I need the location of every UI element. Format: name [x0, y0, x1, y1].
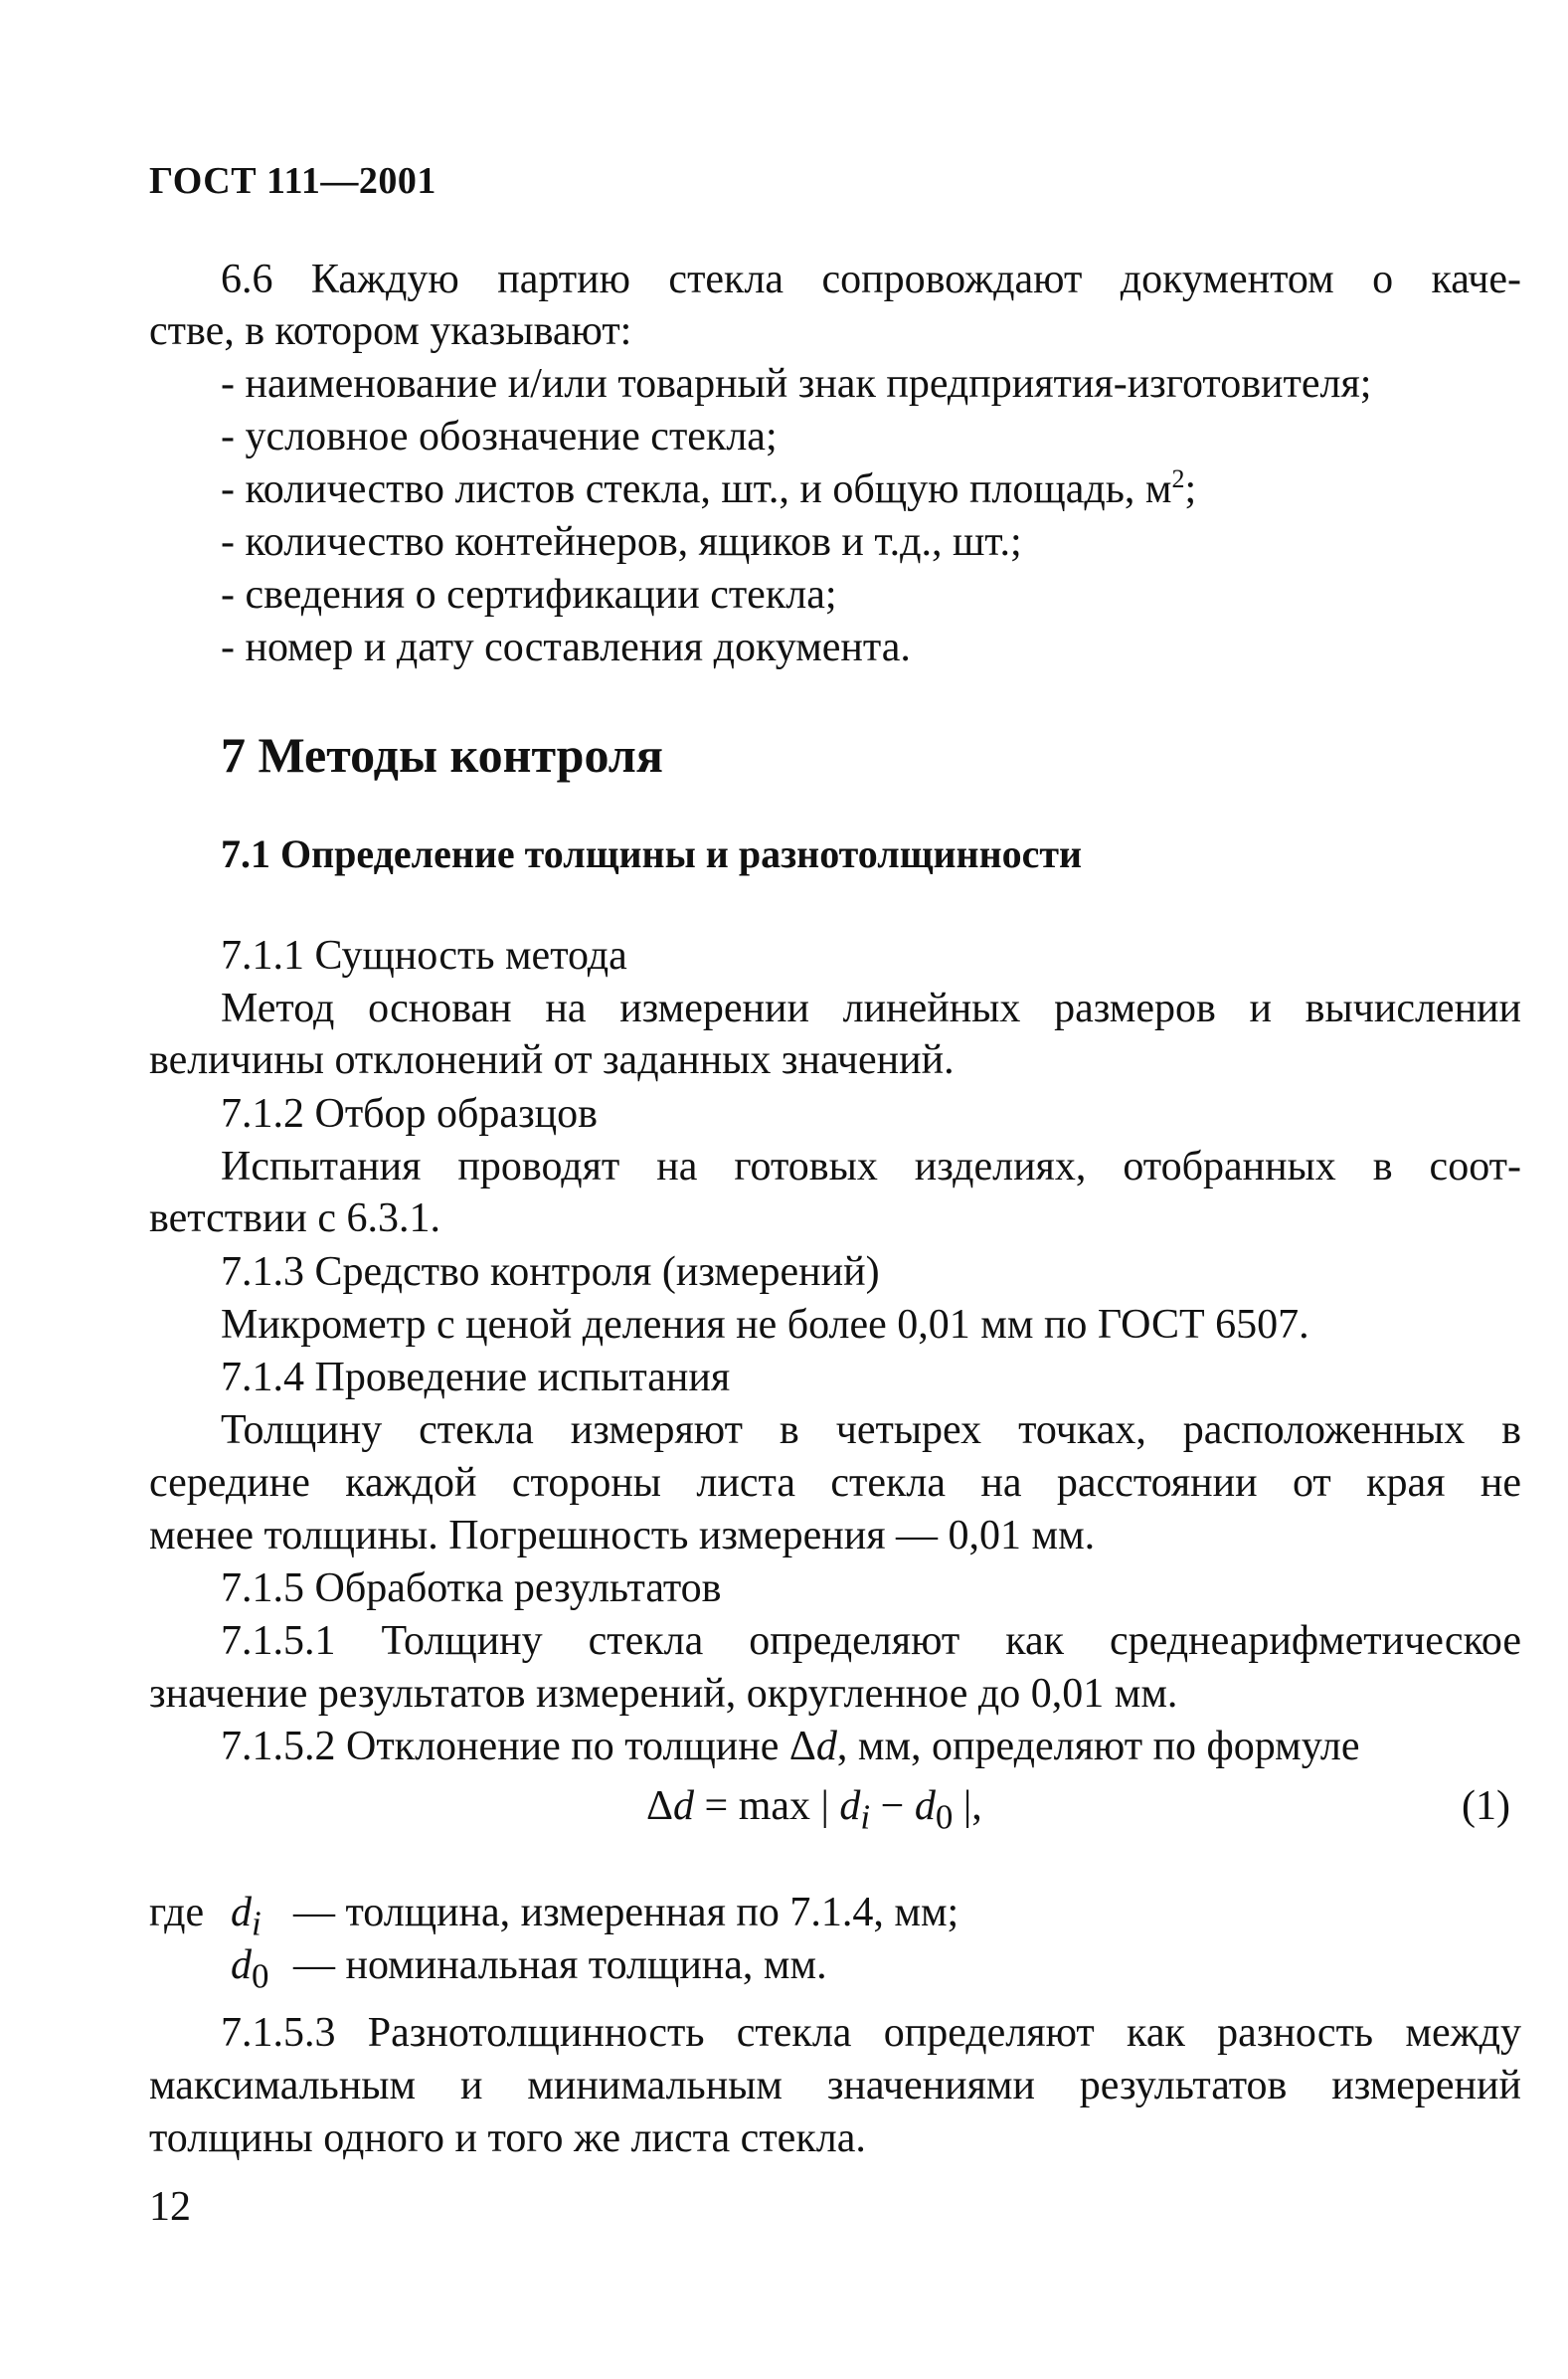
paragraph-line: величины отклонений от заданных значений.	[149, 1037, 955, 1083]
paragraph-line: 7.1.5.1 Толщину стекла определяют как среднеарифметическое	[221, 1618, 1521, 1664]
list-item: - сведения о сертификации стекла;	[221, 572, 837, 618]
paragraph-line: Толщину стекла измеряют в четырех точках, расположенных в	[221, 1407, 1521, 1453]
paragraph-line: 7.1.5.3 Разнотолщинность стекла определяют как разность между	[221, 2010, 1521, 2056]
variable-symbol: $d_0$	[231, 1942, 269, 1996]
clause-title: 7.1.3 Средство контроля (измерений)	[221, 1249, 880, 1295]
list-item: - количество листов стекла, шт., и общую площадь, $м^2$;	[221, 464, 1197, 512]
section-heading: 7 Методы контроля	[221, 727, 663, 783]
paragraph-line: толщины одного и того же листа стекла.	[149, 2115, 866, 2161]
where-label: где	[149, 1890, 205, 1935]
clause-title: 7.1.4 Проведение испытания	[221, 1355, 731, 1400]
paragraph-line: середине каждой стороны листа стекла на расстоянии от края не	[149, 1460, 1521, 1506]
paragraph-line: менее толщины. Погрешность измерения — 0,01 мм.	[149, 1513, 1096, 1558]
document-header: ГОСТ 111—2001	[149, 160, 436, 202]
paragraph-line: ветствии с 6.3.1.	[149, 1195, 441, 1241]
clause-title: 7.1.2 Отбор образцов	[221, 1091, 598, 1137]
variable-symbol: $d_i$	[231, 1890, 261, 1943]
list-item: - количество контейнеров, ящиков и т.д., шт.;	[221, 519, 1022, 565]
clause-title: 7.1.5 Обработка результатов	[221, 1565, 722, 1611]
equation-number: (1)	[1462, 1783, 1510, 1829]
paragraph-6-6-line1: 6.6 Каждую партию стекла сопровождают документом о каче-	[221, 257, 1521, 302]
paragraph-line: значение результатов измерений, округленное до 0,01 мм.	[149, 1671, 1178, 1717]
list-item: - номер и дату составления документа.	[221, 625, 911, 670]
clause-title: 7.1.1 Сущность метода	[221, 933, 627, 979]
list-item: - наименование и/или товарный знак предприятия-изготовителя;	[221, 361, 1372, 407]
paragraph-line: Метод основан на измерении линейных размеров и вычислении	[221, 986, 1521, 1031]
page-number: 12	[149, 2184, 191, 2230]
paragraph-line: Испытания проводят на готовых изделиях, отобранных в соот-	[221, 1144, 1521, 1190]
list-item: - условное обозначение стекла;	[221, 414, 778, 459]
superscript: 2	[1171, 464, 1185, 493]
formula: Δd = max | $d_i - d_0$ |,	[646, 1783, 982, 1837]
paragraph-6-6-line2: стве, в котором указывают:	[149, 308, 632, 354]
variable-description: — толщина, измеренная по 7.1.4, мм;	[293, 1890, 959, 1935]
paragraph-line: Микрометр с ценой деления не более 0,01 мм по ГОСТ 6507.	[221, 1302, 1309, 1348]
paragraph-line: 7.1.5.2 Отклонение по толщине Δd, мм, определяют по формуле	[221, 1724, 1360, 1769]
paragraph-line: максимальным и минимальным значениями результатов измерений	[149, 2063, 1521, 2108]
variable-description: — номинальная толщина, мм.	[293, 1942, 827, 1988]
subsection-heading: 7.1 Определение толщины и разнотолщинности	[221, 831, 1083, 876]
